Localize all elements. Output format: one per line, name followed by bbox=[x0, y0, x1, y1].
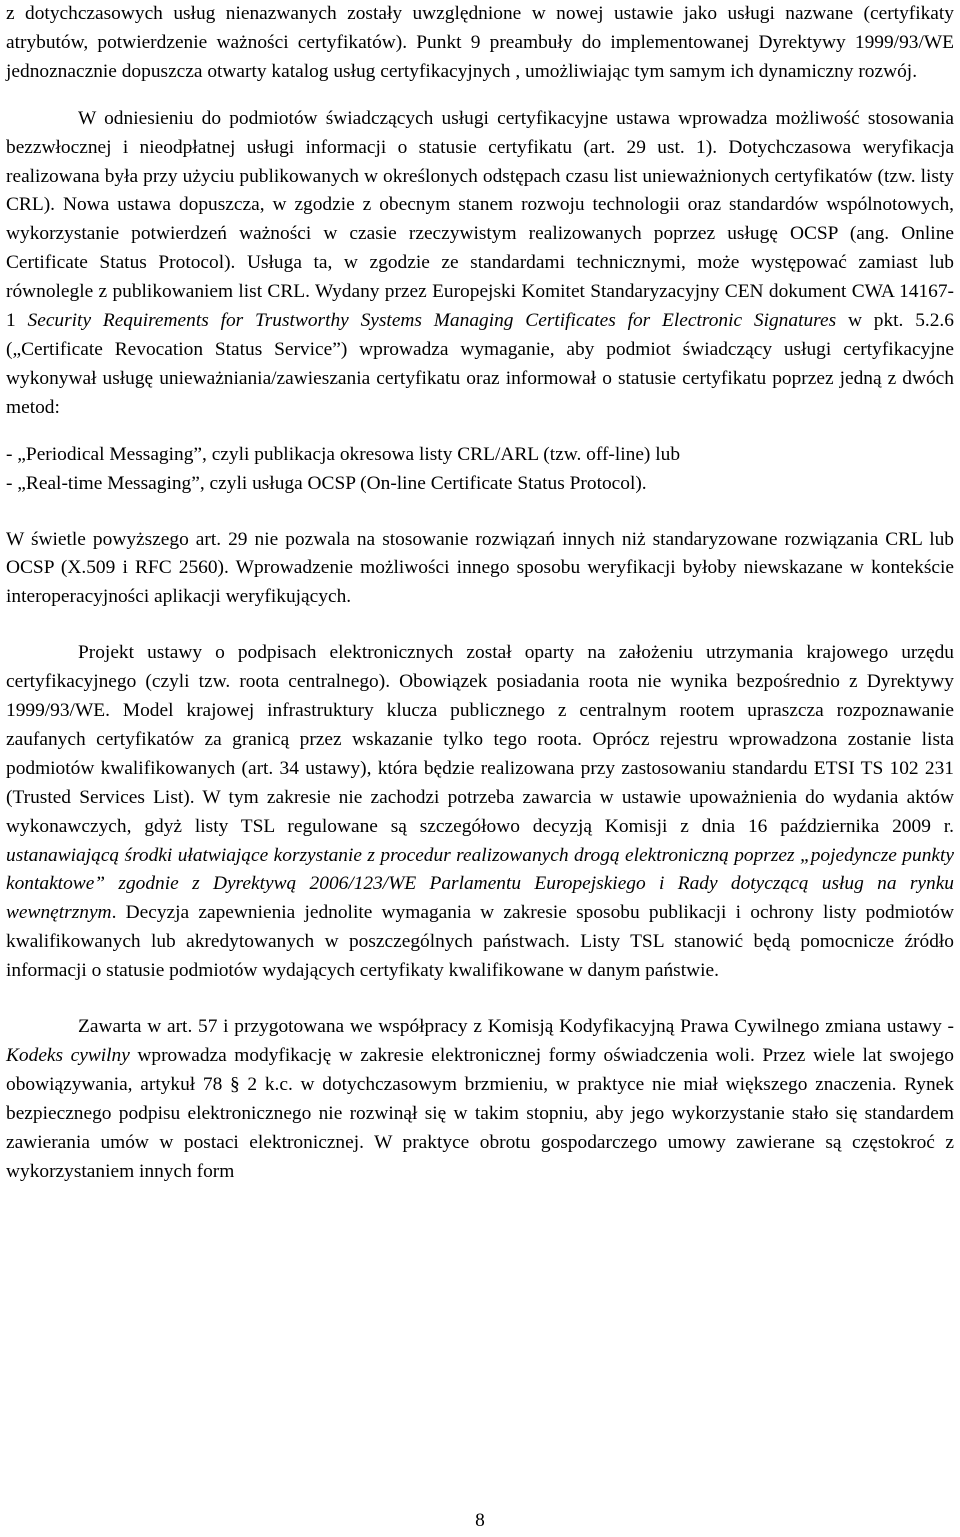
paragraph-spacer bbox=[6, 87, 954, 105]
document-page bbox=[6, 0, 954, 1187]
civil-code-italic: Kodeks cywilny bbox=[6, 1045, 130, 1066]
paragraph-article-29: W świetle powyższego art. 29 nie pozwala na stosowanie rozwiązań innych niż standaryzowane rozwiązania CRL lub OCSP (X.509 i RFC 2560). Wprowadzenie możliwości innego sposobu weryfikacji byłoby niewskazane w kontekście interoperacyjności aplikacji weryfikujących. bbox=[6, 528, 954, 608]
list-item: - „Real-time Messaging”, czyli usługa OCSP (On-line Certificate Status Protocol). bbox=[6, 472, 647, 494]
paragraph-root-ca bbox=[6, 639, 954, 986]
paragraph-spacer bbox=[6, 612, 954, 639]
paragraph-text: w pkt. 5.2.6 („Certificate Revocation Status Service”) wprowadza wymaganie, aby podmiot świadczący usługi certyfikacyjne wykonywał usługę unieważniania/zawieszania certyfikatu oraz informował o statusie certyfikatu poprzez jedną z dwóch metod: bbox=[6, 310, 954, 418]
paragraph-certification-services: z dotychczasowych usług nienazwanych zostały uwzględnione w nowej ustawie jako usługi nazwane (certyfikaty atrybutów, potwierdzenie ważności certyfikatów). Punkt 9 preambuły do implementowanej Dyrektywy 1999/93/WE jednoznacznie dopuszcza otwarty katalog usług certyfikacyjnych , umożliwiając tym samym ich dynamiczny rozwój. bbox=[6, 3, 954, 82]
document-title-italic: Security Requirements for Trustworthy Systems Managing Certificates for Electronic Signatures bbox=[27, 310, 837, 332]
paragraph-text: Projekt ustawy o podpisach elektronicznych został oparty na założeniu utrzymania krajowego urzędu certyfikacyjnego (czyli tzw. roota centralnego). Obowiązek posiadania roota nie wynika bezpośrednio z Dyrektywy 1999/93/WE. Model krajowej infrastruktury klucza publicznego z centralnym rootem upraszcza rozpoznawanie zaufanych certyfikatów za granicą przez wskazanie tylko tego roota. Oprócz rejestru wprowadzona zostanie lista podmiotów kwalifikowanych (art. 34 ustawy), która będzie realizowana przy zastosowaniu standardu ETSI TS 102 231 (Trusted Services List). W tym zakresie nie zachodzi potrzeba zawarcia w ustawie upoważnienia do wydania aktów wykonawczych, gdyż listy TSL regulowane są szczegółowo decyzją Komisji z dnia 16 października 2009 r. bbox=[6, 642, 954, 837]
paragraph-text: wprowadza modyfikację w zakresie elektronicznej formy oświadczenia woli. Przez wiele lat swojego obowiązywania, artykuł 78 § 2 k.c. w dotychczasowym brzmieniu, w praktyce nie miał większego znaczenia. Rynek bezpiecznego podpisu elektronicznego nie rozwinął się w takim stopniu, aby jego wykorzystanie stało się standardem zawierania umów w postaci elektronicznej. W praktyce obrotu gospodarczego umowy zawierane są częstokroć z wykorzystaniem innych form bbox=[6, 1045, 954, 1182]
paragraph-civil-code bbox=[6, 1013, 954, 1186]
revocation-methods-list bbox=[6, 441, 954, 499]
paragraph-text: W odniesieniu do podmiotów świadczących usługi certyfikacyjne ustawa wprowadza możliwość stosowania bezzwłocznej i nieodpłatnej usługi informacji o statusie certyfikatu (art. 29 ust. 1). Dotychczasowa weryfikacja realizowana była przy użyciu publikowanych w określonych odstępach czasu list unieważnionych certyfikatów (tzw. listy CRL). Nowa ustawa dopuszcza, w zgodzie z obecnym stanem rozwoju technologii oraz standardów wspólnotowych, wykorzystanie potwierdzeń ważności w czasie rzeczywistym realizowanych poprzez usługę OCSP (ang. Online Certificate Status Protocol). Usługa ta, w zgodzie ze standardami technicznymi, może występować zamiast lub równolegle z publikowaniem list CRL. Wydany przez Europejski Komitet Standaryzacyjny CEN dokument CWA 14167-1 bbox=[6, 107, 954, 332]
decision-title-italic: ustanawiającą środki ułatwiające korzystanie z procedur realizowanych drogą elektroniczną poprzez „pojedyncze punkty kontaktowe” zgodnie z Dyrektywą 2006/123/WE Parlamentu Europejskiego i Rady dotyczącą usług na rynku wewnętrznym bbox=[6, 844, 954, 924]
paragraph-spacer bbox=[6, 423, 954, 441]
paragraph-certificate-status bbox=[6, 105, 954, 423]
paragraph-spacer bbox=[6, 986, 954, 1013]
paragraph-text: . Decyzja zapewnienia jednolite wymagania w zakresie sposobu publikacji i ochrony listy podmiotów kwalifikowanych lub akredytowanych w poszczególnych państwach. Listy TSL stanowić będą pomocnicze źródło informacji o statusie podmiotów wydających certyfikaty kwalifikowane w danym państwie. bbox=[6, 902, 954, 982]
paragraph-spacer bbox=[6, 499, 954, 526]
page-number: 8 bbox=[475, 1510, 485, 1531]
paragraph-text: Zawarta w art. 57 i przygotowana we współpracy z Komisją Kodyfikacyjną Prawa Cywilnego zmiana ustawy - bbox=[78, 1016, 954, 1038]
list-item: - „Periodical Messaging”, czyli publikacja okresowa listy CRL/ARL (tzw. off-line) lub bbox=[6, 443, 681, 465]
